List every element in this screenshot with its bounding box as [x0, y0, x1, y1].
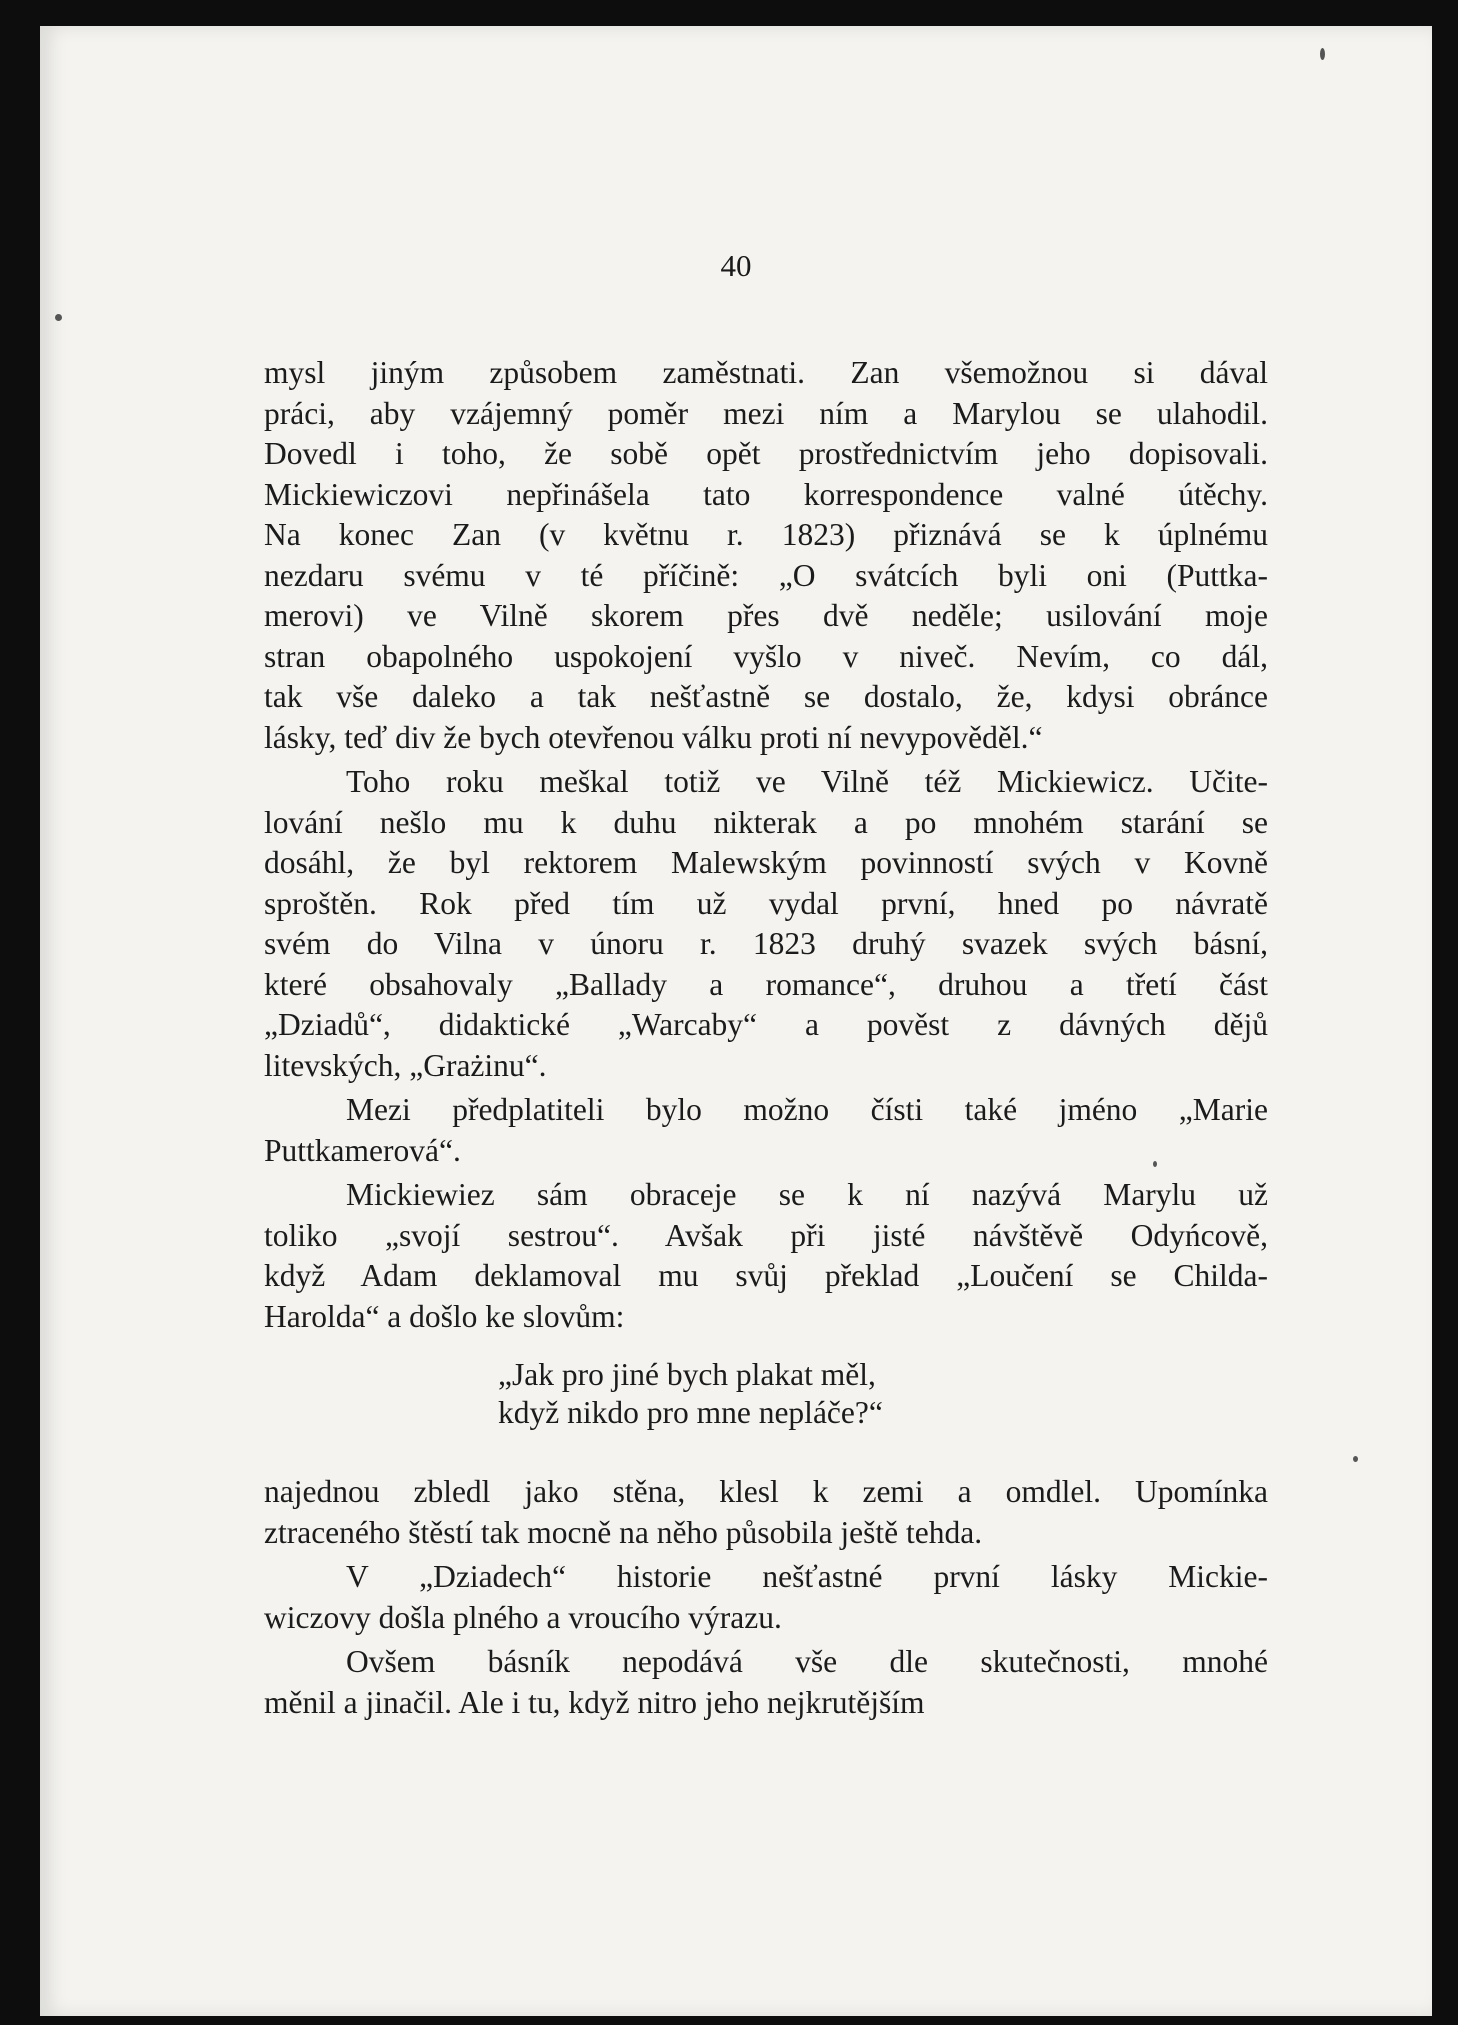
- text-line: lásky, teď div že bych otevřenou válku proti ní nevypověděl.“: [264, 719, 1043, 755]
- paragraph: [264, 762, 1268, 1086]
- paragraph: [264, 353, 1268, 758]
- verse-line: když nikdo pro mne nepláče?“: [498, 1395, 883, 1430]
- text-line: které obsahovaly „Ballady a romance“, druhou a třetí část: [264, 966, 1268, 1002]
- verse-quote: [498, 1356, 1268, 1432]
- text-line: měnil a jinačil. Ale i tu, když nitro jeho nejkrutějším: [264, 1684, 925, 1720]
- scan-speck: [1320, 48, 1325, 60]
- text-line: Harolda“ a došlo ke slovům:: [264, 1298, 625, 1334]
- text-line: Dovedl i toho, že sobě opět prostřednictvím jeho dopisovali.: [264, 436, 1268, 471]
- text-line: Mickiewiez sám obraceje se k ní nazývá Marylu už: [346, 1177, 1268, 1212]
- verse-line: „Jak pro jiné bych plakat měl,: [498, 1357, 876, 1392]
- paragraph: [264, 1175, 1268, 1337]
- text-line: svém do Vilna v únoru r. 1823 druhý svazek svých básní,: [264, 926, 1268, 961]
- text-line: najednou zbledl jako stěna, klesl k zemi a omdlel. Upomínka: [264, 1474, 1268, 1509]
- body-text: [264, 353, 1268, 1727]
- paragraph: [264, 1557, 1268, 1638]
- scan-speck: [55, 314, 62, 321]
- text-line: litevských, „Grażinu“.: [264, 1047, 547, 1083]
- text-line: Ovšem básník nepodává vše dle skutečnosti, mnohé: [346, 1644, 1268, 1679]
- text-line: ztraceného štěstí tak mocně na něho působila ještě tehda.: [264, 1514, 983, 1550]
- text-line: V „Dziadech“ historie nešťastné první lásky Mickie-: [346, 1559, 1268, 1594]
- text-line: stran obapolného uspokojení vyšlo v niveč. Nevím, co dál,: [264, 638, 1268, 674]
- text-line: mysl jiným způsobem zaměstnati. Zan všemožnou si dával: [264, 355, 1268, 390]
- scan-speck: [1353, 1456, 1358, 1462]
- text-line: sproštěn. Rok před tím už vydal první, hned po návratě: [264, 885, 1268, 921]
- paragraph: [264, 1472, 1268, 1553]
- text-line: dosáhl, že byl rektorem Malewským povinností svých v Kovně: [264, 845, 1268, 880]
- text-line: tak vše daleko a tak nešťastně se dostalo, že, kdysi obránce: [264, 679, 1268, 714]
- text-line: lování nešlo mu k duhu nikterak a po mnohém starání se: [264, 804, 1268, 840]
- text-line: merovi) ve Vilně skorem přes dvě neděle; usilování moje: [264, 598, 1268, 633]
- text-line: Toho roku meškal totiž ve Vilně též Mickiewicz. Učite-: [346, 764, 1268, 799]
- text-line: wiczovy došla plného a vroucího výrazu.: [264, 1599, 782, 1635]
- text-line: Mickiewiczovi nepřinášela tato korrespondence valné útěchy.: [264, 476, 1268, 512]
- text-line: Na konec Zan (v květnu r. 1823) přiznává se k úplnému: [264, 517, 1268, 552]
- text-line: „Dziadů“, didaktické „Warcaby“ a pověst z dávných dějů: [264, 1007, 1268, 1042]
- text-line: toliko „svojí sestrou“. Avšak při jisté návštěvě Odyńcově,: [264, 1217, 1268, 1253]
- text-line: práci, aby vzájemný poměr mezi ním a Marylou se ulahodil.: [264, 395, 1268, 431]
- page-number: 40: [720, 248, 752, 283]
- text-line: Mezi předplatiteli bylo možno čísti také jméno „Marie: [346, 1092, 1268, 1127]
- paragraph: [264, 1642, 1268, 1723]
- text-line: Puttkamerová“.: [264, 1132, 461, 1168]
- paragraph: [264, 1090, 1268, 1171]
- scanned-page: [40, 26, 1432, 2016]
- text-line: nezdaru svému v té příčině: „O svátcích byli oni (Puttka-: [264, 557, 1268, 593]
- text-line: když Adam deklamoval mu svůj překlad „Loučení se Childa-: [264, 1258, 1268, 1293]
